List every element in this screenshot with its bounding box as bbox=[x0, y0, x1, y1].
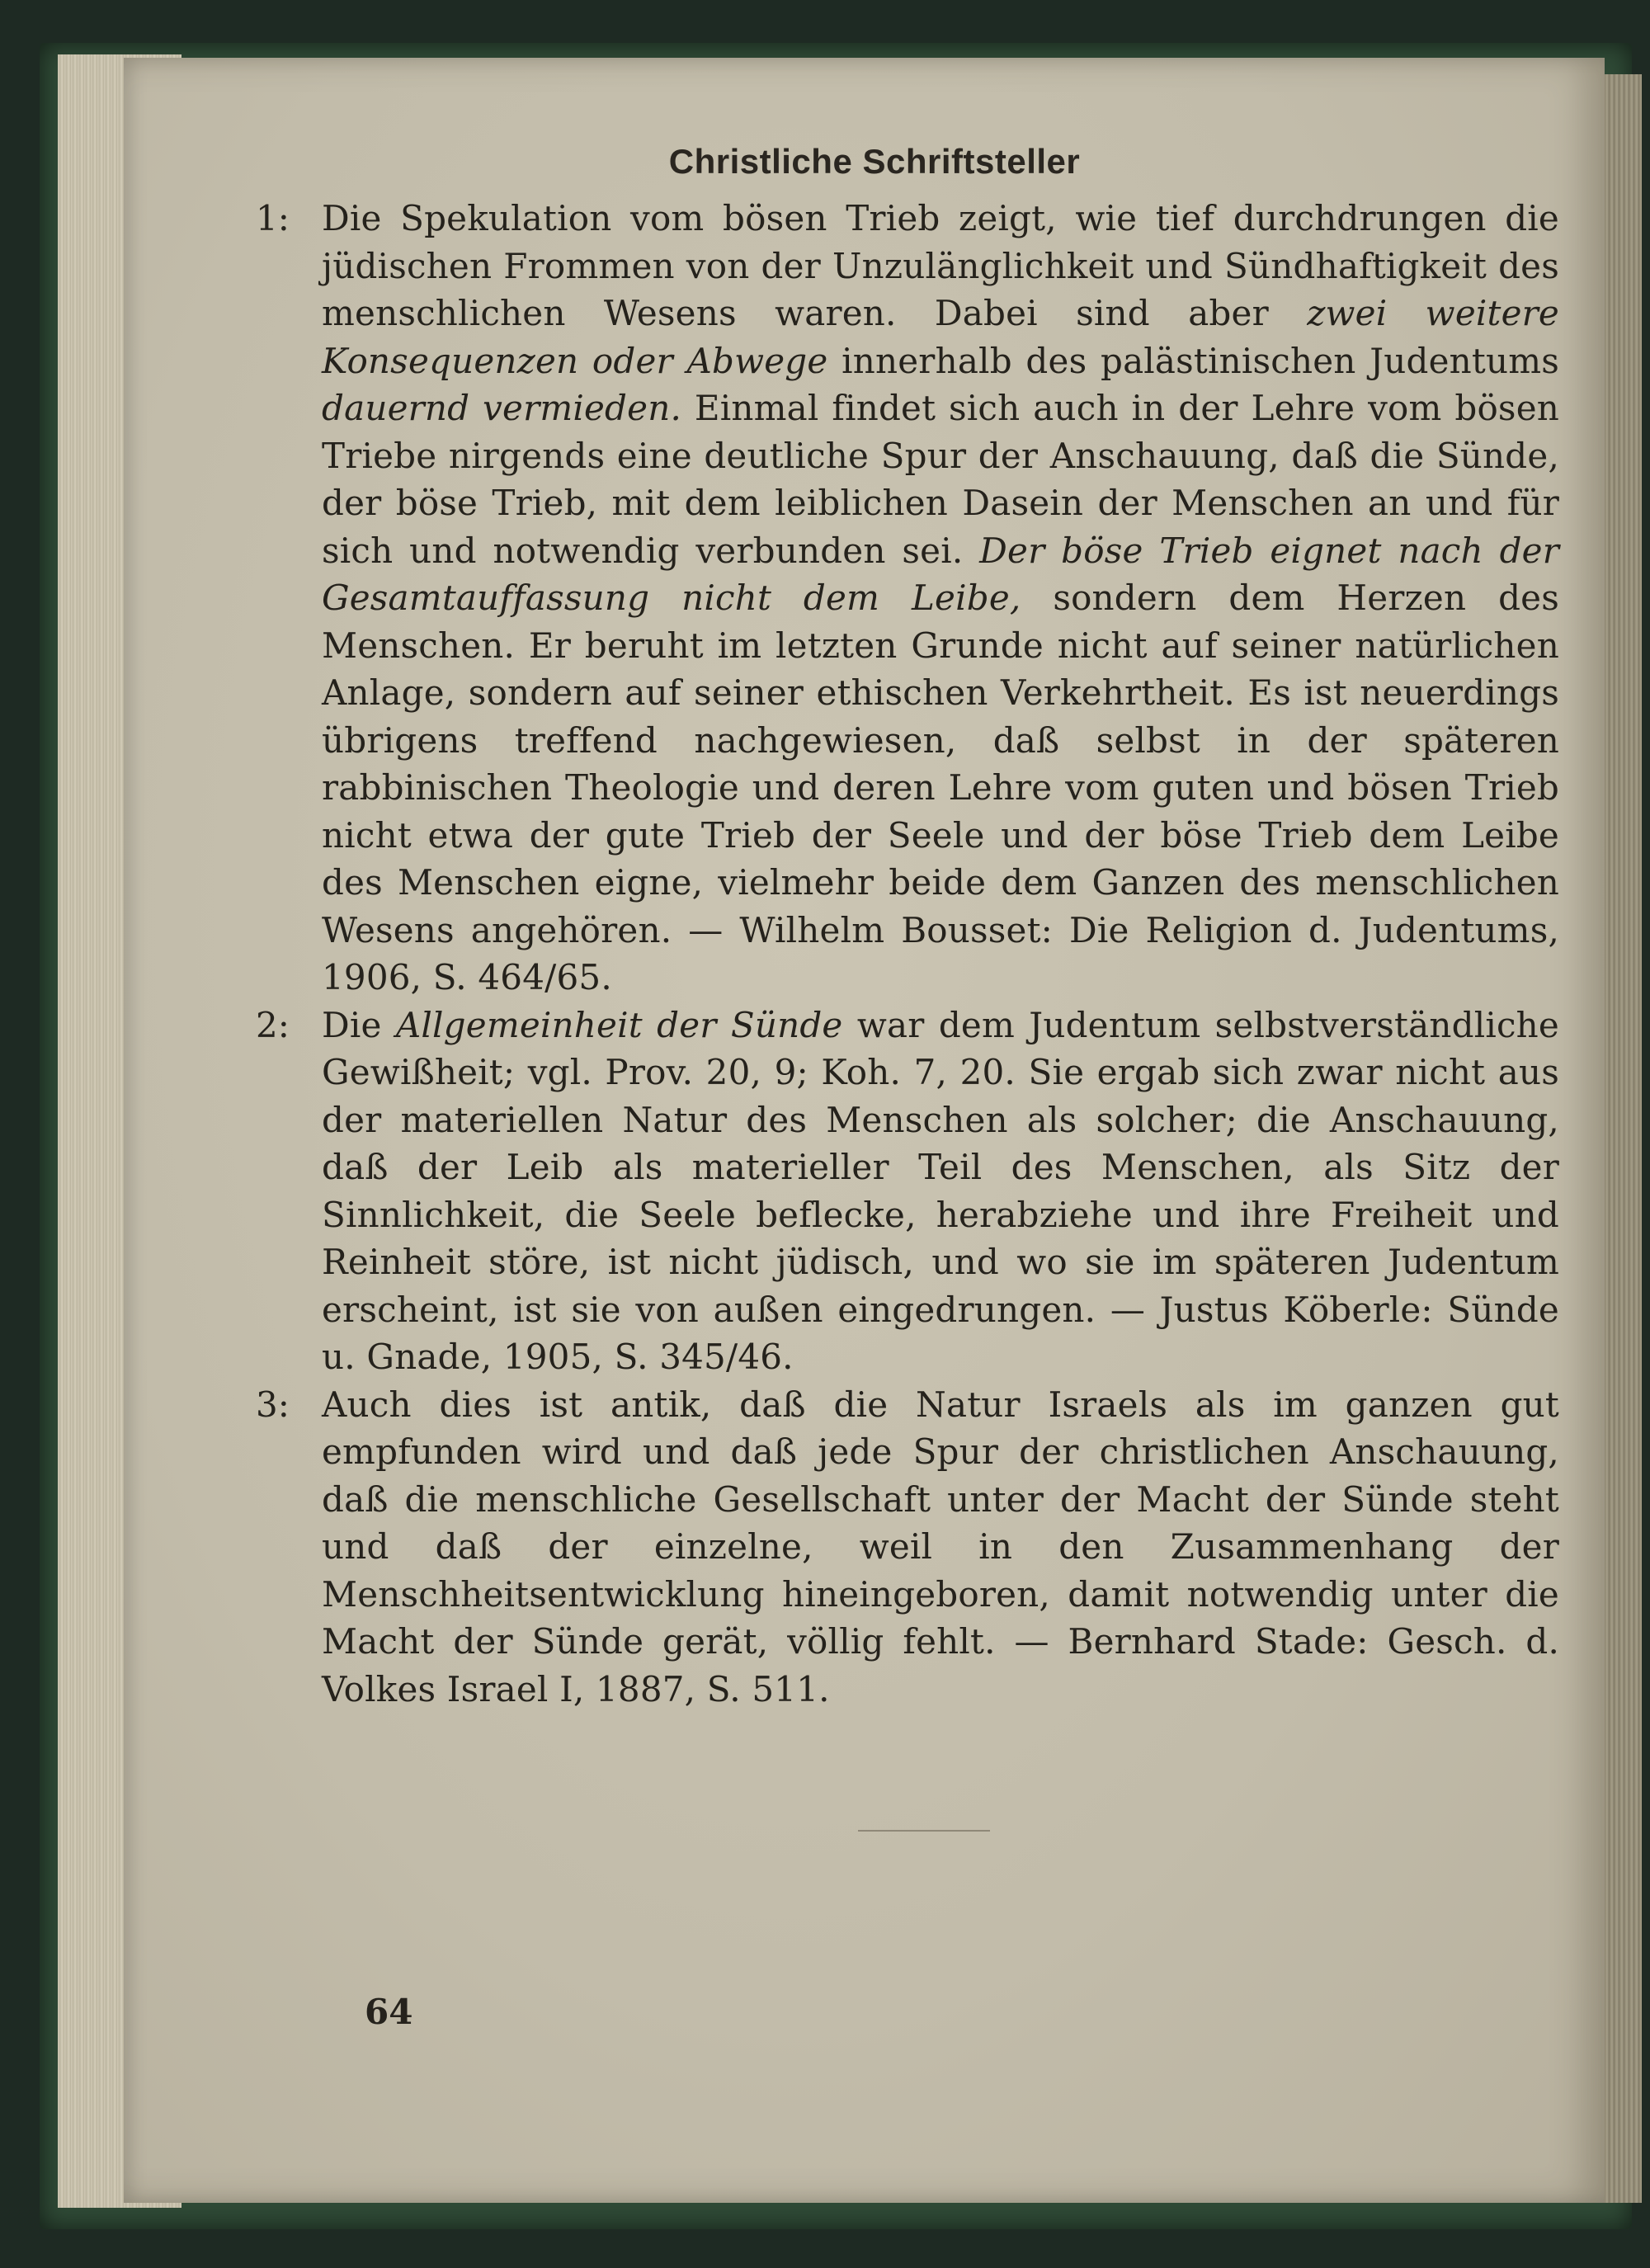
text-run: Einmal findet sich auch in der Lehre vom bösen Triebe nirgends eine deutliche Spur der Anschauung, daß die Sünde, der böse Trieb, mit dem leiblichen Dasein der Menschen an und für sich und notwendig verbunden sei. bbox=[322, 388, 1559, 571]
emphasis-text: zwei weitere Konsequenzen oder Abwege bbox=[322, 293, 1559, 381]
page-number: 64 bbox=[365, 1992, 413, 2032]
note-1 bbox=[256, 195, 1559, 1002]
note-number: 2: bbox=[256, 1004, 290, 1045]
emphasis-text: Allgemeinheit der Sünde bbox=[395, 1004, 843, 1045]
note-number: 3: bbox=[256, 1384, 290, 1425]
note-text bbox=[322, 1002, 1559, 1381]
note-text bbox=[322, 195, 1559, 1002]
notes-list bbox=[256, 195, 1559, 1713]
running-head: Christliche Schriftsteller bbox=[668, 142, 1081, 181]
text-run: innerhalb des palästinischen Judentums bbox=[827, 340, 1559, 381]
text-run: sondern dem Herzen des Menschen. Er beruht im letzten Grunde nicht auf seiner natürlichen Anlage, sondern auf seiner ethischen Verkehrtheit. Es ist neuerdings übrigens treffend nachgewiesen, daß selbst in der späteren rabbinischen Theologie und deren Lehre vom guten und bösen Trieb nicht etwa der gute Trieb der Seele und der böse Trieb dem Leibe des Menschen eigne, vielmehr beide dem Ganzen des menschlichen Wesens angehören. — Wilhelm Bousset: Die Religion d. Judentums, 1906, S. 464/65. bbox=[322, 578, 1559, 997]
note-2 bbox=[256, 1002, 1559, 1381]
note-text bbox=[322, 1381, 1559, 1714]
note-number: 1: bbox=[256, 198, 290, 238]
emphasis-text: dauernd vermieden. bbox=[322, 388, 682, 428]
text-run: Die bbox=[322, 1004, 396, 1045]
section-divider bbox=[858, 1830, 990, 1832]
page-edges-right bbox=[1605, 74, 1642, 2203]
note-3 bbox=[256, 1381, 1559, 1714]
emphasis-text: Der böse Trieb eignet nach der Gesamtauffassung nicht dem Leibe, bbox=[322, 530, 1559, 618]
text-run: Die Spekulation vom bösen Trieb zeigt, wie tief durchdrungen die jüdischen Frommen von der Unzulänglichkeit und Sündhaftigkeit des menschlichen Wesens waren. Dabei sind aber bbox=[322, 198, 1559, 333]
text-run: Auch dies ist antik, daß die Natur Israels als im ganzen gut empfunden wird und daß jede Spur der christlichen Anschauung, daß die menschliche Gesellschaft unter der Macht der Sünde steht und daß der einzelne, weil in den Zusammenhang der Menschheitsentwicklung hineingeboren, damit notwendig unter die Macht der Sünde gerät, völlig fehlt. — Bernhard Stade: Gesch. d. Volkes Israel I, 1887, S. 511. bbox=[322, 1384, 1559, 1709]
text-run: war dem Judentum selbstverständliche Gewißheit; vgl. Prov. 20, 9; Koh. 7, 20. Sie ergab sich zwar nicht aus der materiellen Natur des Menschen als solcher; die Anschauung, daß der Leib als materieller Teil des Menschen, als Sitz der Sinnlichkeit, die Seele beflecke, herabziehe und ihre Freiheit und Reinheit störe, ist nicht jüdisch, und wo sie im späteren Judentum erscheint, ist sie von außen eingedrungen. — Justus Köberle: Sünde u. Gnade, 1905, S. 345/46. bbox=[322, 1004, 1559, 1377]
